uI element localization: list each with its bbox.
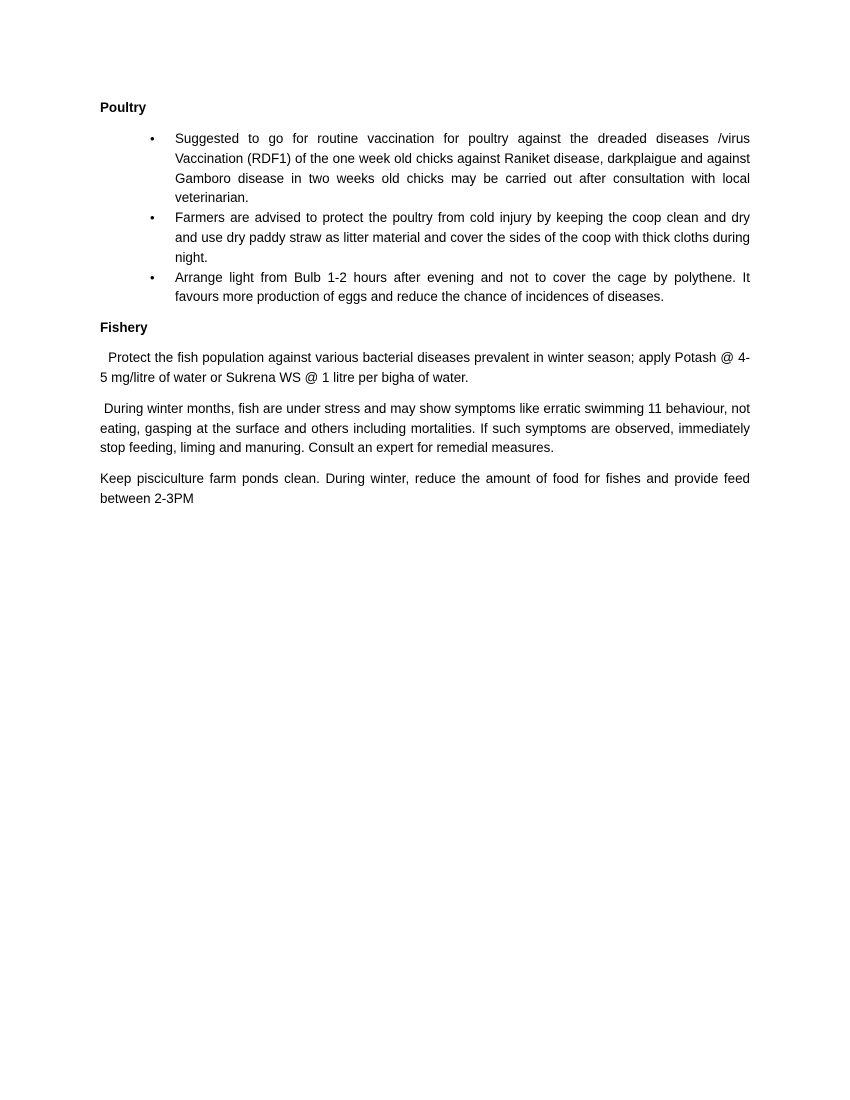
poultry-item-text: Suggested to go for routine vaccination for poultry against the dreaded diseases /virus Vaccination (RDF1) of the one week old chicks against Raniket disease, darkplaigue and against Gamboro disease in two weeks old chicks may be carried out after consultation with local veterinarian. — [175, 131, 750, 206]
poultry-heading: Poultry — [100, 100, 147, 115]
list-item — [150, 129, 750, 208]
fishery-paragraph-winter-stress: During winter months, fish are under stress and may show symptoms like erratic swimming 11 behaviour, not eating, gasping at the surface and others including mortalities. If such symptoms are observed, immediately stop feeding, liming and manuring. Consult an expert for remedial measures. — [100, 400, 754, 456]
bullet-icon: • — [150, 131, 155, 146]
poultry-item-text: Arrange light from Bulb 1-2 hours after evening and not to cover the cage by polythene. It favours more production of eggs and reduce the chance of incidences of diseases. — [175, 269, 750, 305]
bullet-icon: • — [150, 210, 155, 226]
list-item — [150, 268, 750, 308]
document-page — [100, 98, 754, 520]
poultry-bullet-list — [100, 129, 750, 307]
list-item — [150, 208, 750, 267]
fishery-heading: Fishery — [100, 320, 148, 336]
bullet-icon: • — [150, 269, 155, 285]
fishery-paragraph-disease: Protect the fish population against various bacterial diseases prevalent in winter season; apply Potash @ 4-5 mg/litre of water or Sukrena WS @ 1 litre per bigha of water. — [100, 350, 750, 385]
fishery-paragraph-ponds: Keep pisciculture farm ponds clean. During winter, reduce the amount of food for fishes and provide feed between 2-3PM — [100, 471, 750, 506]
poultry-item-text: Farmers are advised to protect the poultry from cold injury by keeping the coop clean and dry and use dry paddy straw as litter material and cover the sides of the coop with thick cloths during night. — [175, 210, 750, 265]
